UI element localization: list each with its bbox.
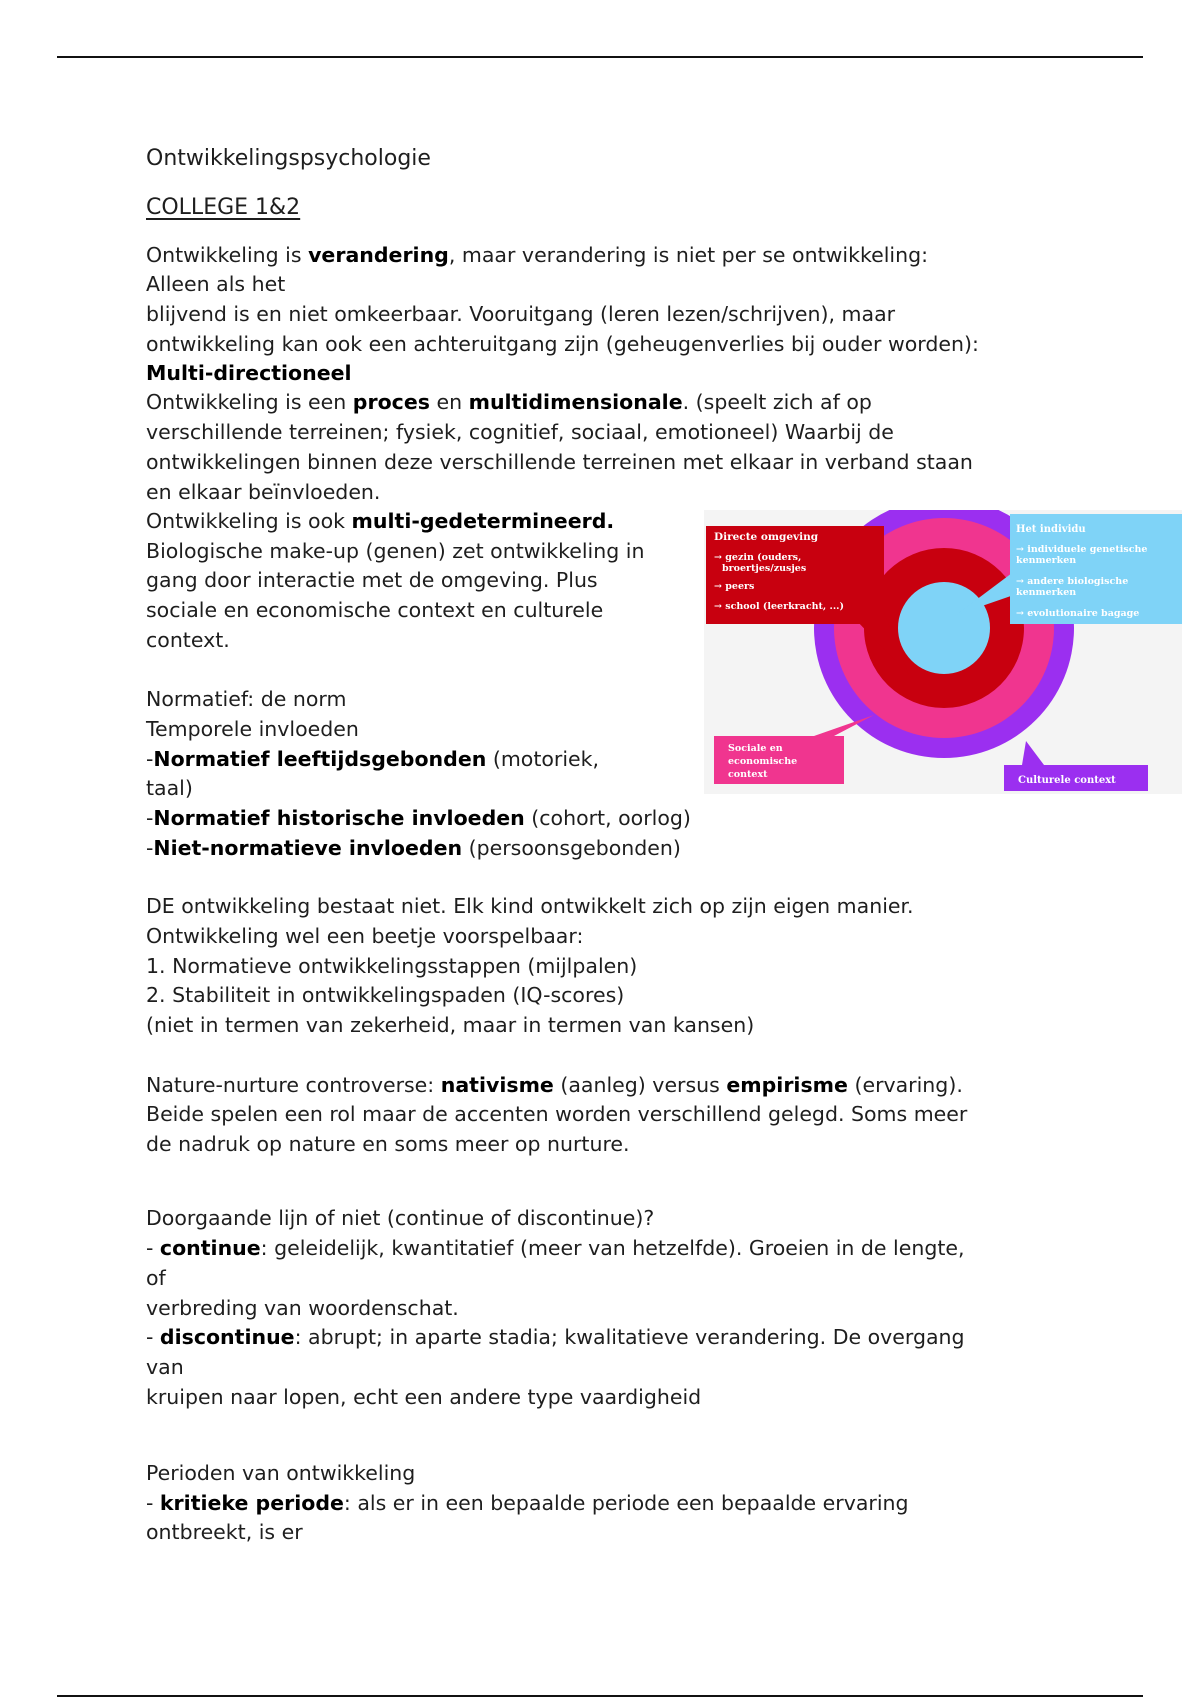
header-rule xyxy=(57,56,1143,58)
direct-environment-item: → gezin (ouders, xyxy=(714,552,802,563)
paragraph-line: context. xyxy=(146,628,230,652)
doc-title: Ontwikkelingspsychologie xyxy=(146,146,431,171)
paragraph-line: de nadruk op nature en soms meer op nurture. xyxy=(146,1132,630,1156)
footer-rule xyxy=(57,1695,1143,1697)
paragraph-line: sociale en economische context en culturele xyxy=(146,598,604,622)
paragraph-line: -Niet-normatieve invloeden (persoonsgebonden) xyxy=(146,836,681,860)
paragraph-line: kruipen naar lopen, echt een andere type vaardigheid xyxy=(146,1385,702,1409)
paragraph-line: - continue: geleidelijk, kwantitatief (meer van hetzelfde). Groeien in de lengte, xyxy=(146,1236,965,1260)
social-context-label: context xyxy=(728,769,768,780)
paragraph-line: (niet in termen van zekerheid, maar in termen van kansen) xyxy=(146,1013,755,1037)
paragraph-line: blijvend is en niet omkeerbaar. Vooruitgang (leren lezen/schrijven), maar xyxy=(146,302,896,326)
paragraph-line: verbreding van woordenschat. xyxy=(146,1296,459,1320)
paragraph-line: Perioden van ontwikkeling xyxy=(146,1461,416,1485)
paragraph-line: Multi-directioneel xyxy=(146,361,352,385)
paragraph-line: gang door interactie met de omgeving. Plus xyxy=(146,568,598,592)
direct-environment-item: → peers xyxy=(714,581,755,592)
cultural-context-label: Culturele context xyxy=(1018,775,1116,786)
paragraph-line: Ontwikkeling is een proces en multidimensionale. (speelt zich af op xyxy=(146,390,872,414)
paragraph-line: ontwikkeling kan ook een achteruitgang zijn (geheugenverlies bij ouder worden): xyxy=(146,332,979,356)
individual-title: Het individu xyxy=(1016,524,1086,535)
individual-item: → individuele genetische xyxy=(1016,544,1148,555)
paragraph-line: taal) xyxy=(146,776,193,800)
paragraph-line: - kritieke periode: als er in een bepaalde periode een bepaalde ervaring xyxy=(146,1491,909,1515)
paragraph-line: -Normatief historische invloeden (cohort, oorlog) xyxy=(146,806,691,830)
paragraph-line: 2. Stabiliteit in ontwikkelingspaden (IQ-scores) xyxy=(146,983,625,1007)
individual-item: kenmerken xyxy=(1016,555,1077,566)
paragraph-line: 1. Normatieve ontwikkelingsstappen (mijlpalen) xyxy=(146,954,638,978)
ecological-model-diagram xyxy=(704,510,1182,794)
social-context-label: economische xyxy=(728,756,798,767)
paragraph-line: verschillende terreinen; fysiek, cognitief, sociaal, emotioneel) Waarbij de xyxy=(146,420,894,444)
paragraph-line: ontbreekt, is er xyxy=(146,1520,303,1544)
paragraph-line: ontwikkelingen binnen deze verschillende terreinen met elkaar in verband staan xyxy=(146,450,973,474)
direct-environment-item: broertjes/zusjes xyxy=(722,563,807,574)
paragraph-line: Doorgaande lijn of niet (continue of discontinue)? xyxy=(146,1206,655,1230)
individual-item: → evolutionaire bagage xyxy=(1016,608,1140,619)
individual-core xyxy=(898,582,990,674)
paragraph-line: DE ontwikkeling bestaat niet. Elk kind ontwikkelt zich op zijn eigen manier. xyxy=(146,894,914,918)
paragraph-line: Normatief: de norm xyxy=(146,687,347,711)
ecological-model-figure xyxy=(704,510,1182,794)
paragraph-line: of xyxy=(146,1266,166,1290)
direct-environment-item: → school (leerkracht, ...) xyxy=(714,601,844,612)
paragraph-line: Nature-nurture controverse: nativisme (aanleg) versus empirisme (ervaring). xyxy=(146,1073,963,1097)
social-context-label: Sociale en xyxy=(728,743,783,754)
paragraph-line: en elkaar beïnvloeden. xyxy=(146,480,381,504)
paragraph-line: Alleen als het xyxy=(146,272,286,296)
paragraph-line: Ontwikkeling is verandering, maar verandering is niet per se ontwikkeling: xyxy=(146,243,929,267)
paragraph-line: Ontwikkeling wel een beetje voorspelbaar: xyxy=(146,924,584,948)
paragraph-line: Temporele invloeden xyxy=(146,717,359,741)
paragraph-line: Ontwikkeling is ook multi-gedetermineerd. xyxy=(146,509,615,533)
individual-item: kenmerken xyxy=(1016,587,1077,598)
direct-environment-title: Directe omgeving xyxy=(714,531,819,543)
paragraph-line: Biologische make-up (genen) zet ontwikkeling in xyxy=(146,539,645,563)
college-heading: COLLEGE 1&2 xyxy=(146,195,301,220)
paragraph-line: -Normatief leeftijdsgebonden (motoriek, xyxy=(146,747,600,771)
paragraph-line: - discontinue: abrupt; in aparte stadia; kwalitatieve verandering. De overgang xyxy=(146,1325,965,1349)
individual-item: → andere biologische xyxy=(1016,576,1129,587)
paragraph-line: van xyxy=(146,1355,184,1379)
paragraph-line: Beide spelen een rol maar de accenten worden verschillend gelegd. Soms meer xyxy=(146,1102,968,1126)
